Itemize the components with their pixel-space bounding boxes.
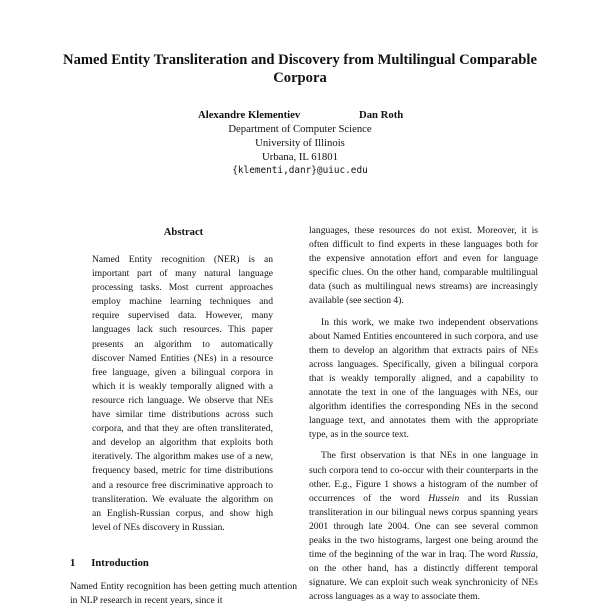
section-heading-introduction: [70, 558, 149, 569]
abstract-heading: Abstract: [163, 227, 204, 238]
right-column: [309, 224, 538, 611]
author-names: [0, 108, 600, 122]
author-klementiev: Alexandre Klementiev: [198, 109, 301, 121]
word-russia: Russia: [510, 549, 536, 561]
paragraph-3: [309, 449, 538, 604]
author-roth: Dan Roth: [359, 109, 404, 121]
title-line-2: Corpora: [273, 70, 327, 86]
author-block: [0, 108, 600, 178]
title-line-1: Named Entity Transliteration and Discovery from Multilingual Comparable: [63, 52, 537, 68]
section-title: Introduction: [91, 558, 149, 569]
section-number: 1: [70, 558, 76, 569]
introduction-text: Named Entity recognition has been getting much attention in NLP research in recent years, since it: [70, 581, 297, 606]
paragraph-3-part-c: , on the other hand, has a distinctly different temporal signature. We can exploit such weak synchronicity of NEs across languages as a way to associate them.: [309, 549, 538, 603]
abstract-text: Named Entity recognition (NER) is an important part of many natural language processing tasks. Most current approaches employ machine learning techniques and require supervised data. However, many languages lack such resources. This paper presents an algorithm to automatically discover Named Entities (NEs) in a resource free language, given a bilingual corpora in which it is weakly temporally aligned with a resource rich language. We observe that NEs have similar time distributions across such corpora, and that they are often transliterated, and develop an algorithm that exploits both iteratively. The algorithm makes use of a new, frequency based, metric for time distributions and a resource free discriminative approach to transliteration. We evaluate the algorithm on an English-Russian corpus, and show high level of NEs discovery in Russian.: [92, 254, 273, 533]
paper-title: [40, 51, 560, 87]
department: Department of Computer Science: [228, 123, 372, 135]
email: {klementi,danr}@uiuc.edu: [232, 165, 368, 176]
university: University of Illinois: [255, 137, 345, 149]
paragraph-3-part-b: and its Russian transliteration in our bilingual news corpus spanning years 2001 through late 2004. One can see several common peaks in the two histograms, largest one being around the time of the beginning of the war in Iraq. The word: [309, 492, 539, 561]
word-hussein: Hussein: [428, 492, 460, 504]
paragraph-1: languages, these resources do not exist. Moreover, it is often difficult to find experts in these languages both for the expensive annotation effort and even for language specific clues. On the other hand, comparable multilingual data (such as multilingual news streams) are increasingly available (see section 4).: [309, 225, 538, 307]
paragraph-3-part-a: The first observation is that NEs in one language in such corpora tend to co-occur with their counterparts in the other. E.g., Figure 1 shows a histogram of the number of occurrences of the word: [309, 450, 538, 504]
location: Urbana, IL 61801: [262, 151, 338, 163]
paragraph-2: In this work, we make two independent observations about Named Entities encountered in such corpora, and use them to develop an algorithm that extracts pairs of NEs across languages. Specifically, given a bilingual corpora that is weakly temporally aligned, and a capability to annotate the text in one of the languages with NEs, our algorithm identifies the corresponding NEs in the second language text, and annotates them with the appropriate type, as in the source text.: [309, 316, 538, 441]
